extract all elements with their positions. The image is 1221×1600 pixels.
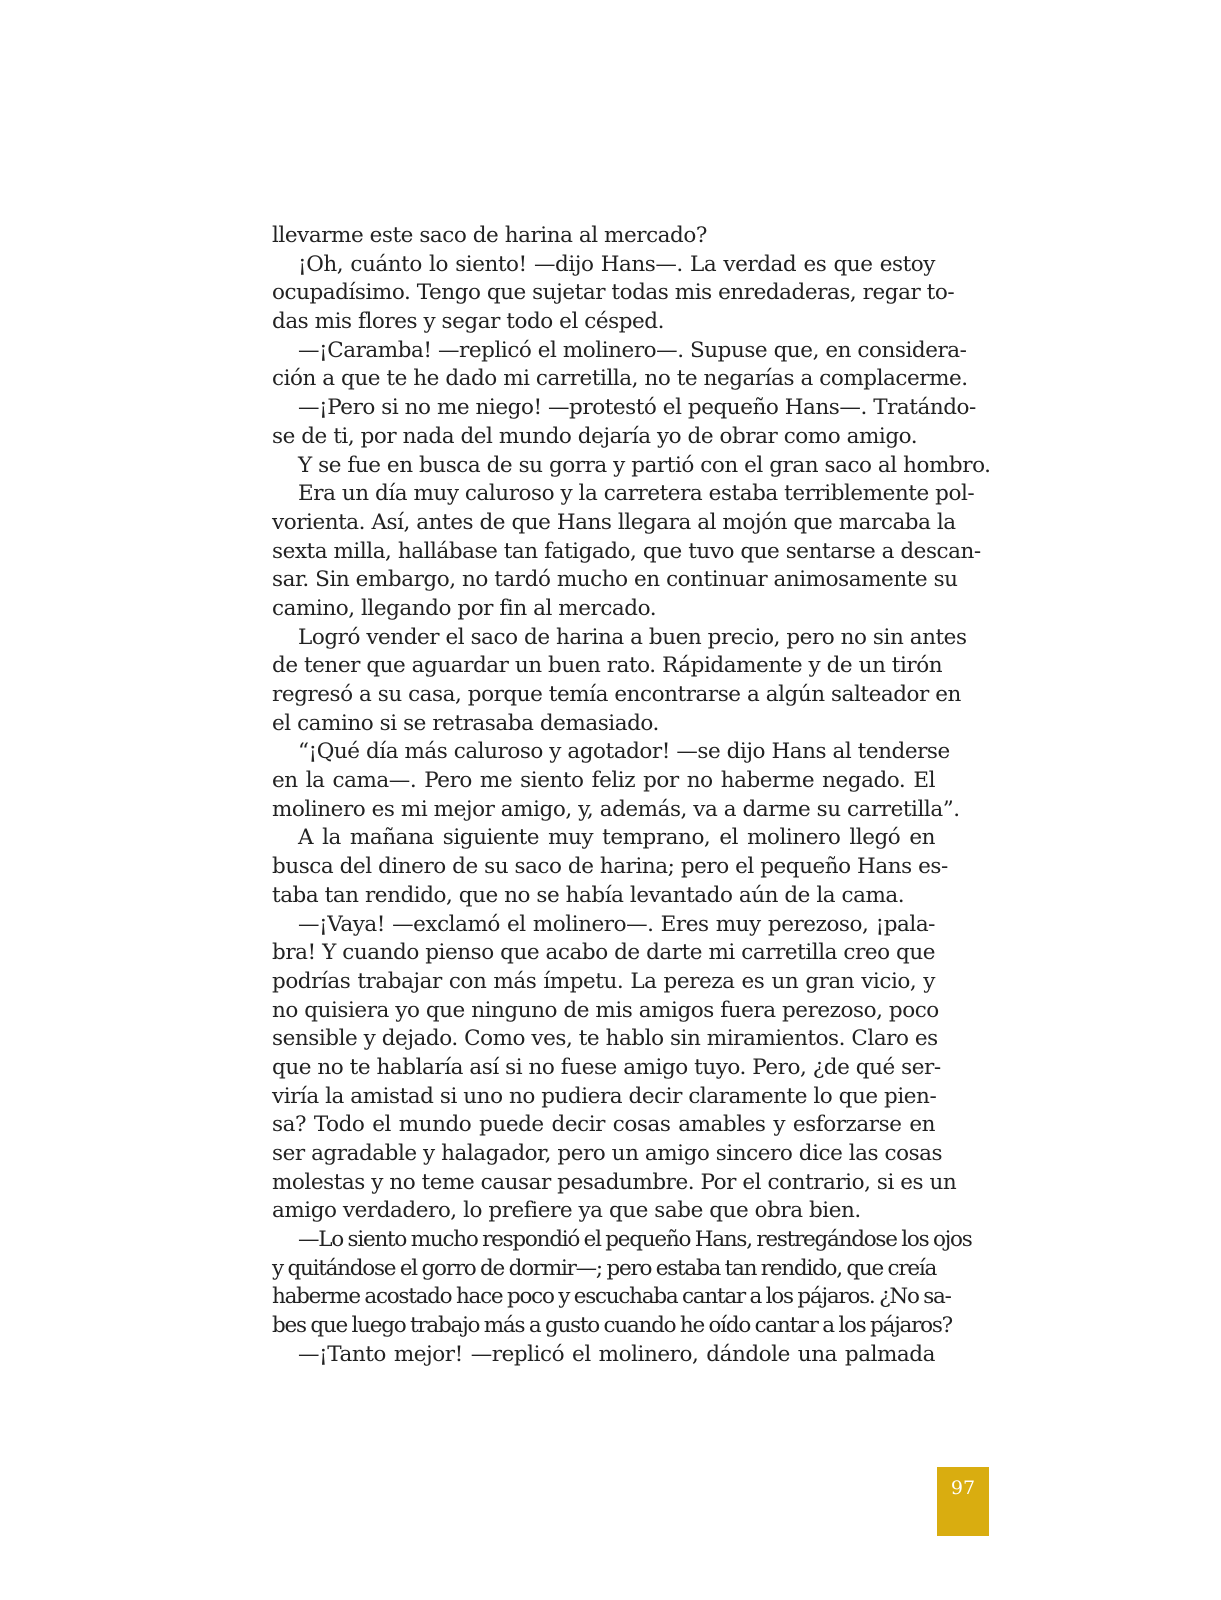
text-line: sensible y dejado. Como ves, te hablo sin miramientos. Claro es <box>272 1026 938 1052</box>
text-line: taba tan rendido, que no se había levantado aún de la cama. <box>272 882 905 908</box>
text-line: Y se fue en busca de su gorra y partió con el gran saco al hombro. <box>298 452 991 478</box>
text-line: busca del dinero de su saco de harina; pero el pequeño Hans es- <box>272 854 948 880</box>
text-line: —¡Vaya! —exclamó el molinero—. Eres muy perezoso, ¡pala- <box>298 911 935 937</box>
text-line: ser agradable y halagador, pero un amigo sincero dice las cosas <box>272 1141 943 1166</box>
text-line: —¡Pero si no me niego! —protestó el pequeño Hans—. Tratándo- <box>298 395 976 421</box>
page-number-tab <box>937 1467 989 1536</box>
text-line: el camino si se retrasaba demasiado. <box>272 710 659 736</box>
text-line: bes que luego trabajo más a gusto cuando he oído cantar a los pájaros? <box>272 1313 952 1339</box>
text-line: sexta milla, hallábase tan fatigado, que tuvo que sentarse a descan- <box>272 538 981 564</box>
text-line: no quisiera yo que ninguno de mis amigos fuera perezoso, poco <box>272 997 939 1023</box>
text-line: podrías trabajar con más ímpetu. La pereza es un gran vicio, y <box>272 968 935 994</box>
text-line: y quitándose el gorro de dormir—; pero estaba tan rendido, que creía <box>272 1255 937 1281</box>
text-line: que no te hablaría así si no fuese amigo tuyo. Pero, ¿de qué ser- <box>272 1054 941 1080</box>
text-line: —¡Caramba! —replicó el molinero—. Supuse que, en considera- <box>298 337 967 363</box>
text-line: —Lo siento mucho respondió el pequeño Hans, restregándose los ojos <box>298 1227 972 1253</box>
text-line: viría la amistad si uno no pudiera decir claramente lo que pien- <box>272 1083 937 1109</box>
text-line: Era un día muy caluroso y la carretera estaba terriblemente pol- <box>298 481 975 507</box>
text-line: Logró vender el saco de harina a buen precio, pero no sin antes <box>298 624 967 650</box>
text-line: sar. Sin embargo, no tardó mucho en continuar animosamente su <box>272 567 958 593</box>
story-text <box>272 222 991 1370</box>
page-number: 97 <box>950 1477 976 1499</box>
text-line: ¡Oh, cuánto lo siento! —dijo Hans—. La verdad es que estoy <box>298 251 935 277</box>
text-line: se de ti, por nada del mundo dejaría yo de obrar como amigo. <box>272 423 918 449</box>
text-line: en la cama—. Pero me siento feliz por no haberme negado. El <box>272 768 935 794</box>
text-line: bra! Y cuando pienso que acabo de darte mi carretilla creo que <box>272 940 935 966</box>
text-line: camino, llegando por fin al mercado. <box>272 595 657 621</box>
text-line: das mis flores y segar todo el césped. <box>272 309 664 335</box>
text-line: haberme acostado hace poco y escuchaba cantar a los pájaros. ¿No sa- <box>272 1284 951 1310</box>
text-line: vorienta. Así, antes de que Hans llegara al mojón que marcaba la <box>272 509 956 535</box>
text-line: ción a que te he dado mi carretilla, no te negarías a complacerme. <box>272 366 968 392</box>
text-line: de tener que aguardar un buen rato. Rápidamente y de un tirón <box>272 653 943 679</box>
text-line: —¡Tanto mejor! —replicó el molinero, dándole una palmada <box>298 1341 935 1367</box>
text-line: amigo verdadero, lo prefiere ya que sabe que obra bien. <box>272 1198 861 1224</box>
text-line: llevarme este saco de harina al mercado? <box>272 223 707 248</box>
text-line: ocupadísimo. Tengo que sujetar todas mis enredaderas, regar to- <box>272 280 955 306</box>
text-line: regresó a su casa, porque temía encontrarse a algún salteador en <box>272 682 961 707</box>
text-line: molestas y no teme causar pesadumbre. Por el contrario, si es un <box>272 1169 957 1195</box>
text-line: sa? Todo el mundo puede decir cosas amables y esforzarse en <box>272 1112 935 1138</box>
text-line: A la mañana siguiente muy temprano, el molinero llegó en <box>298 825 935 851</box>
text-line: molinero es mi mejor amigo, y, además, va a darme su carretilla”. <box>272 796 960 822</box>
text-line: “¡Qué día más caluroso y agotador! —se dijo Hans al tenderse <box>298 739 950 765</box>
